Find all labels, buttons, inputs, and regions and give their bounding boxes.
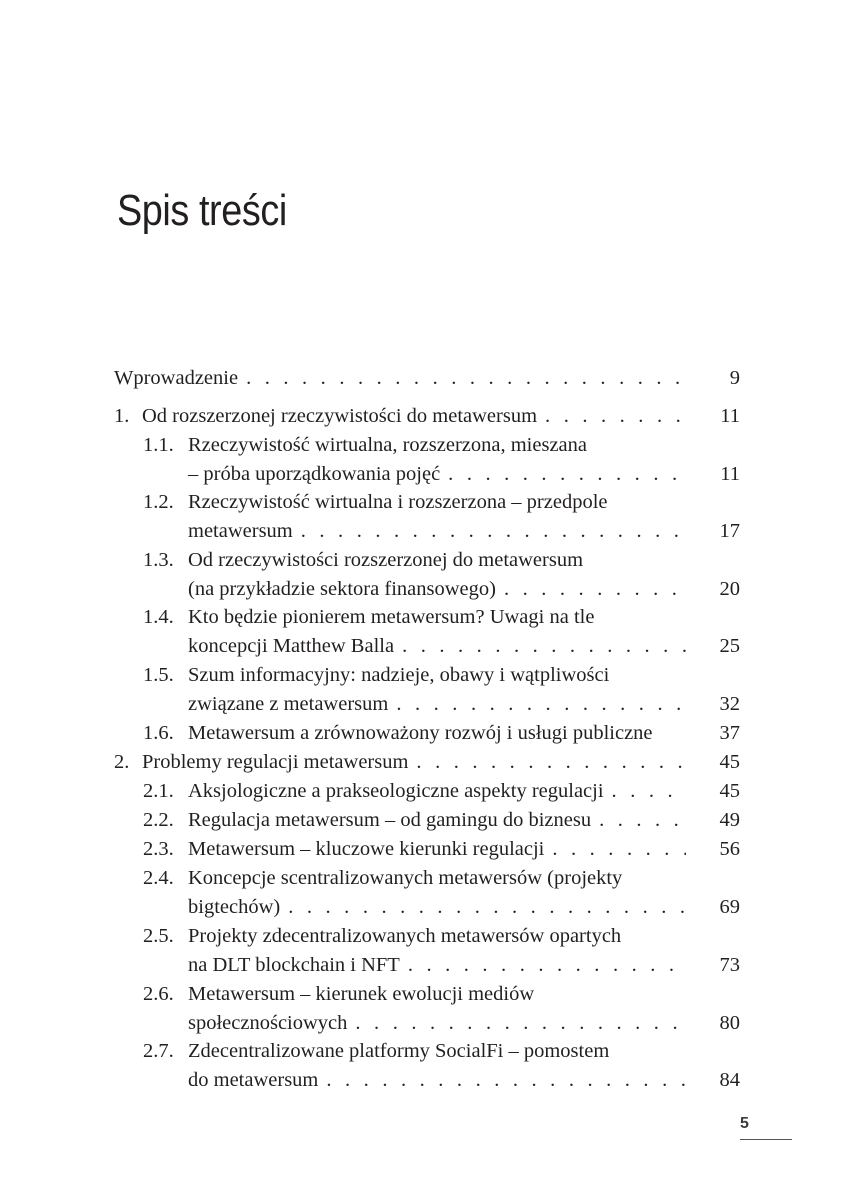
toc-entry-title: Regulacja metawersum – od gamingu do biznesu [188, 809, 592, 831]
toc-entry-page: 17 [719, 520, 740, 542]
toc-entry-row [188, 1009, 740, 1037]
toc-entry-number: 2.7. [143, 1040, 174, 1062]
toc-section[interactable] [0, 661, 843, 689]
toc-section-continued[interactable] [0, 1009, 843, 1037]
leader-dots [326, 1066, 686, 1094]
toc-section-continued[interactable] [0, 690, 843, 718]
toc-section-continued[interactable] [0, 575, 843, 603]
toc-entry-title: Zdecentralizowane platformy SocialFi – pomostem [188, 1040, 610, 1062]
toc-section[interactable] [0, 431, 843, 459]
toc-entry-title: Koncepcje scentralizowanych metawersów (projekty [188, 867, 623, 889]
leader-dots [246, 364, 686, 392]
toc-entry-number: 2.5. [143, 925, 174, 947]
leader-dots [504, 575, 686, 603]
toc-section-continued[interactable] [0, 951, 843, 979]
toc-entry-number: 1.5. [143, 664, 174, 686]
toc-section[interactable] [0, 806, 843, 834]
toc-entry-title: Kto będzie pionierem metawersum? Uwagi na tle [188, 606, 595, 628]
toc-entry-row [142, 748, 740, 776]
toc-entry-number: 1.2. [143, 491, 174, 513]
toc-entry-title: Metawersum a zrównoważony rozwój i usługi publiczne [188, 722, 653, 744]
toc-entry-title-continued: – próba uporządkowania pojęć [188, 463, 441, 485]
toc-entry-row [188, 575, 740, 603]
toc-section[interactable] [0, 980, 843, 1008]
toc-entry-page: 32 [719, 693, 740, 715]
toc-entry-row [188, 777, 740, 805]
toc-entry-row [114, 364, 740, 392]
toc-entry-page: 56 [719, 838, 740, 860]
toc-entry-title: Od rzeczywistości rozszerzonej do metawersum [188, 549, 584, 571]
toc-entry-title: Wprowadzenie [114, 367, 239, 389]
toc-section[interactable] [0, 777, 843, 805]
toc-entry-title: Metawersum – kluczowe kierunki regulacji [188, 838, 545, 860]
page-number: 5 [740, 1115, 749, 1132]
leader-dots [599, 806, 686, 834]
toc-section-continued[interactable] [0, 460, 843, 488]
toc-section-continued[interactable] [0, 1066, 843, 1094]
toc-entry-title-continued: metawersum [188, 520, 293, 542]
toc-entry-page: 11 [720, 405, 740, 427]
toc-entry-row [142, 402, 740, 430]
toc-entry-title: Rzeczywistość wirtualna, rozszerzona, mieszana [188, 434, 587, 456]
toc-entry-title-continued: związane z metawersum [188, 693, 389, 715]
toc-entry-page: 9 [729, 367, 740, 389]
toc-section[interactable] [0, 835, 843, 863]
toc-entry-row [188, 951, 740, 979]
toc-entry-row [188, 460, 740, 488]
toc-entry-row [188, 690, 740, 718]
toc-entry-row [188, 893, 740, 921]
toc-section-continued[interactable] [0, 893, 843, 921]
toc-entry-row [188, 806, 740, 834]
toc-section-continued[interactable] [0, 632, 843, 660]
leader-dots [288, 893, 686, 921]
toc-entry-title: Rzeczywistość wirtualna i rozszerzona – przedpole [188, 491, 608, 513]
page-title: Spis treści [117, 186, 287, 235]
toc-entry-number: 1.6. [143, 722, 174, 744]
toc-section-continued[interactable] [0, 517, 843, 545]
leader-dots [545, 402, 686, 430]
toc-entry-title-continued: koncepcji Matthew Balla [188, 635, 395, 657]
leader-dots [612, 777, 686, 805]
toc-entry-page: 49 [719, 809, 740, 831]
toc-section[interactable] [0, 1037, 843, 1065]
toc-entry-row [188, 1066, 740, 1094]
toc-entry-number: 2.4. [143, 867, 174, 889]
footer-rule [740, 1139, 792, 1140]
toc-entry-title-continued: bigtechów) [188, 896, 281, 918]
toc-entry-title: Projekty zdecentralizowanych metawersów opartych [188, 925, 622, 947]
toc-entry-title-continued: na DLT blockchain i NFT [188, 954, 400, 976]
toc-entry-row [188, 835, 740, 863]
toc-entry-page: 37 [719, 722, 740, 744]
toc-entry-page: 11 [720, 463, 740, 485]
toc-section[interactable] [0, 488, 843, 516]
toc-entry-page: 20 [719, 578, 740, 600]
toc-entry-page: 69 [719, 896, 740, 918]
leader-dots [408, 951, 686, 979]
toc-entry-number: 2. [114, 751, 130, 773]
toc-entry-title: Aksjologiczne a prakseologiczne aspekty regulacji [188, 780, 604, 802]
toc-entry-title-continued: społecznościowych [188, 1012, 348, 1034]
toc-entry-page: 45 [719, 751, 740, 773]
toc-entry-row [188, 517, 740, 545]
leader-dots [416, 748, 686, 776]
toc-entry-number: 2.1. [143, 780, 174, 802]
toc-entry-page: 25 [719, 635, 740, 657]
leader-dots [355, 1009, 686, 1037]
toc-entry-page: 80 [719, 1012, 740, 1034]
toc-chapter[interactable] [0, 748, 843, 776]
toc-section[interactable] [0, 922, 843, 950]
toc-entry-row [188, 632, 740, 660]
leader-dots [402, 632, 686, 660]
toc-entry-number: 1.1. [143, 434, 174, 456]
toc-entry-title: Od rozszerzonej rzeczywistości do metawersum [142, 405, 538, 427]
toc-section[interactable] [0, 864, 843, 892]
toc-entry-title: Problemy regulacji metawersum [142, 751, 409, 773]
toc-entry-page: 45 [719, 780, 740, 802]
toc-entry-page: 84 [719, 1069, 740, 1091]
toc-entry[interactable] [0, 364, 843, 392]
toc-entry-number: 2.6. [143, 983, 174, 1005]
toc-entry-title-continued: (na przykładzie sektora finansowego) [188, 578, 496, 600]
toc-entry-title: Szum informacyjny: nadzieje, obawy i wątpliwości [188, 664, 610, 686]
leader-dots [448, 460, 686, 488]
toc-entry-title: Metawersum – kierunek ewolucji mediów [188, 983, 535, 1005]
toc-entry-number: 2.3. [143, 838, 174, 860]
toc-section[interactable] [0, 719, 843, 747]
toc-section[interactable] [0, 546, 843, 574]
toc-chapter[interactable] [0, 402, 843, 430]
leader-dots [301, 517, 686, 545]
leader-dots [552, 835, 686, 863]
leader-dots [396, 690, 686, 718]
toc-entry-title-continued: do metawersum [188, 1069, 319, 1091]
toc-section[interactable] [0, 603, 843, 631]
toc-entry-page: 73 [719, 954, 740, 976]
toc-entry-number: 1.3. [143, 549, 174, 571]
toc-entry-number: 2.2. [143, 809, 174, 831]
toc-entry-number: 1. [114, 405, 130, 427]
toc-entry-number: 1.4. [143, 606, 174, 628]
